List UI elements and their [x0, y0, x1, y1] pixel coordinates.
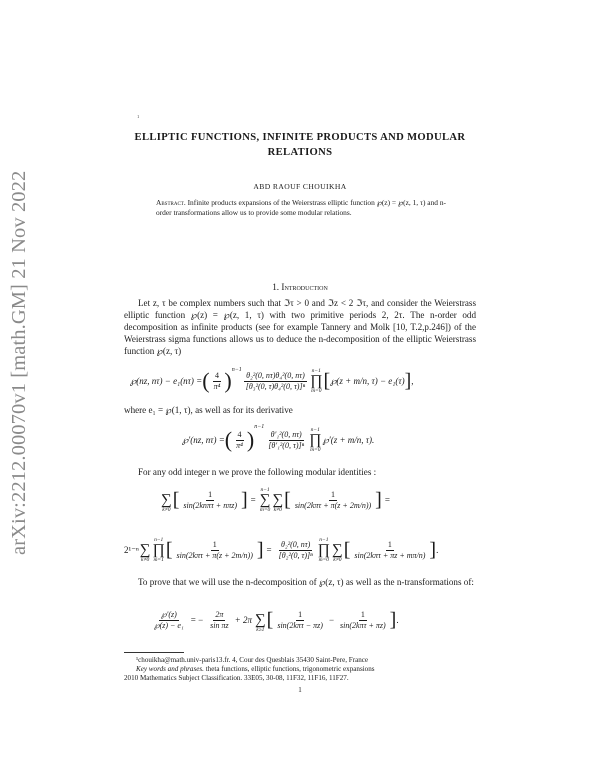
keywords-label: Key words and phrases. [136, 665, 204, 673]
title-line-2: RELATIONS [267, 146, 333, 158]
product-symbol: n−1 ∏ m=0 [310, 368, 323, 394]
equation-wp-ratio-expansion: $\frac{℘'(z)}{\text{℘(z) − e₁}}$ = − $\frac{2\pi}{\text{sin πz}}$ + 2π ∑ k≥1 [ $\frac{1}{\text{sin(2kπτ − πz)}}$ − $\frac{1}{\text{sin(2kπτ + πz)}}$ ] . [154, 609, 399, 633]
sum-symbol: ∑ k≠0 [332, 542, 343, 563]
eq1-lhs: ℘(nz, nτ) − e₁(nτ) = [130, 375, 203, 386]
intro-paragraph-1: Let z, τ be complex numbers such that ℑτ > 0 and ℑz < 2 ℑτ, and consider the Weierstrass elliptic function ℘(z) = ℘(z, 1, τ) with two primitive periods 2, 2τ. The n-order odd decomposition as infinite products (see for example Tannery and Molk [10, T.2,p.246]) of the Weierstrass sigma functions allows us to deduce the n-decomposition of the elliptic Weierstrass function ℘(z, τ) [124, 298, 476, 357]
footnote-address: ¹chouikha@math.univ-paris13.fr. 4, Cour des Quesblais 35430 Saint-Pere, France [136, 656, 369, 664]
sum-symbol: ∑ k≠0 [139, 542, 151, 563]
footnote-rule [124, 652, 184, 653]
header-mark: 1 [137, 114, 140, 119]
section-number: 1. [272, 282, 280, 292]
author-name: ABD RAOUF CHOUIKHA [253, 182, 347, 191]
sum-symbol: n−1 ∑ m=0 [259, 487, 271, 513]
footnote-keywords [136, 665, 488, 674]
product-symbol: n−1 ∏ m=0 [317, 537, 331, 563]
sum-symbol: ∑ k≠0 [161, 492, 172, 513]
product-symbol: n−1 ∏ m=1 [152, 537, 165, 563]
equation-modular-identity-1: ∑ k≠0 [ $\frac{1}{\text{sin(2knπτ + nπz)}}$ ] = n−1 ∑ m=0 ∑ k≠0 [ $\frac{1}{\text{sin(2kπτ + π(z + 2m/n))}}$ ] = [161, 487, 390, 513]
abstract-label: Abstract. [156, 198, 186, 207]
section-title: Introduction [281, 282, 328, 292]
intro-paragraph-3: For any odd integer n we prove the following modular identities : [138, 467, 377, 477]
footnote-msc: 2010 Mathematics Subject Classification. 33E05, 30-08, 11F32, 11F16, 11F27. [124, 674, 349, 682]
equation-wp-decomposition: ℘(nz, nτ) − e₁(nτ) = ( $\frac{4}{\text{π⁴}}$ ) $^{n-1}$ $\frac{\text{θ₂²(0, nτ)θ₄²(0, nτ)}}{\text{[θ₃²(0, τ)θ₄²(0, τ)]ⁿ}}$ n−1 ∏ m=0 [ ℘(z + m/n, τ) − e₁(τ) ] , [130, 367, 414, 394]
abstract [156, 198, 446, 217]
intro-paragraph-2: where e₁ = ℘(1, τ), as well as for its derivative [124, 405, 293, 415]
title-line-1: ELLIPTIC FUNCTIONS, INFINITE PRODUCTS AND MODULAR [134, 132, 466, 143]
intro-paragraph-4: To prove that we will use the n-decomposition of ℘(z, τ) as well as the n-transformations of: [138, 577, 474, 587]
equation-wp-derivative: ℘′(nz, nτ) = ( $\frac{4}{\text{π⁴}}$ ) $^{n-1}$ $\frac{\text{θ′₁²(0, nτ)}}{\text{[θ′₁²(0, τ)]ⁿ}}$ n−1 ∏ m=0 ℘′(z + m/n, τ). [182, 424, 375, 453]
keywords-text: theta functions, elliptic functions, trigonometric expansions [203, 665, 375, 673]
abstract-text: Infinite products expansions of the Weierstrass elliptic function ℘(z) = ℘(z, 1, τ) and n-order transformations allow us to provide some modular relations. [156, 198, 446, 217]
sum-symbol: ∑ k≥1 [254, 612, 266, 633]
product-symbol: n−1 ∏ m=0 [309, 427, 322, 453]
arxiv-identifier: arXiv:2212.00070v1 [math.GM] 21 Nov 2022 [8, 170, 30, 555]
page-number: 1 [298, 686, 302, 694]
sum-symbol: ∑ k≠0 [272, 492, 284, 513]
equation-modular-identity-2: 2¹⁻ⁿ ∑ k≠0 n−1 ∏ m=1 [ $\frac{1}{\text{sin(2kπτ + π(z + 2m/n))}}$ ] = $\frac{\text{θ₂²(0, nτ)}}{\text{[θ₂²(0, τ)]ⁿ}}$ n−1 ∏ m=0 ∑ k≠0 [ $\frac{1}{\text{sin(2kπτ + πz + mπ/n)}}$ ] . [124, 537, 439, 563]
paper-title [100, 131, 500, 160]
section-heading [100, 282, 500, 292]
